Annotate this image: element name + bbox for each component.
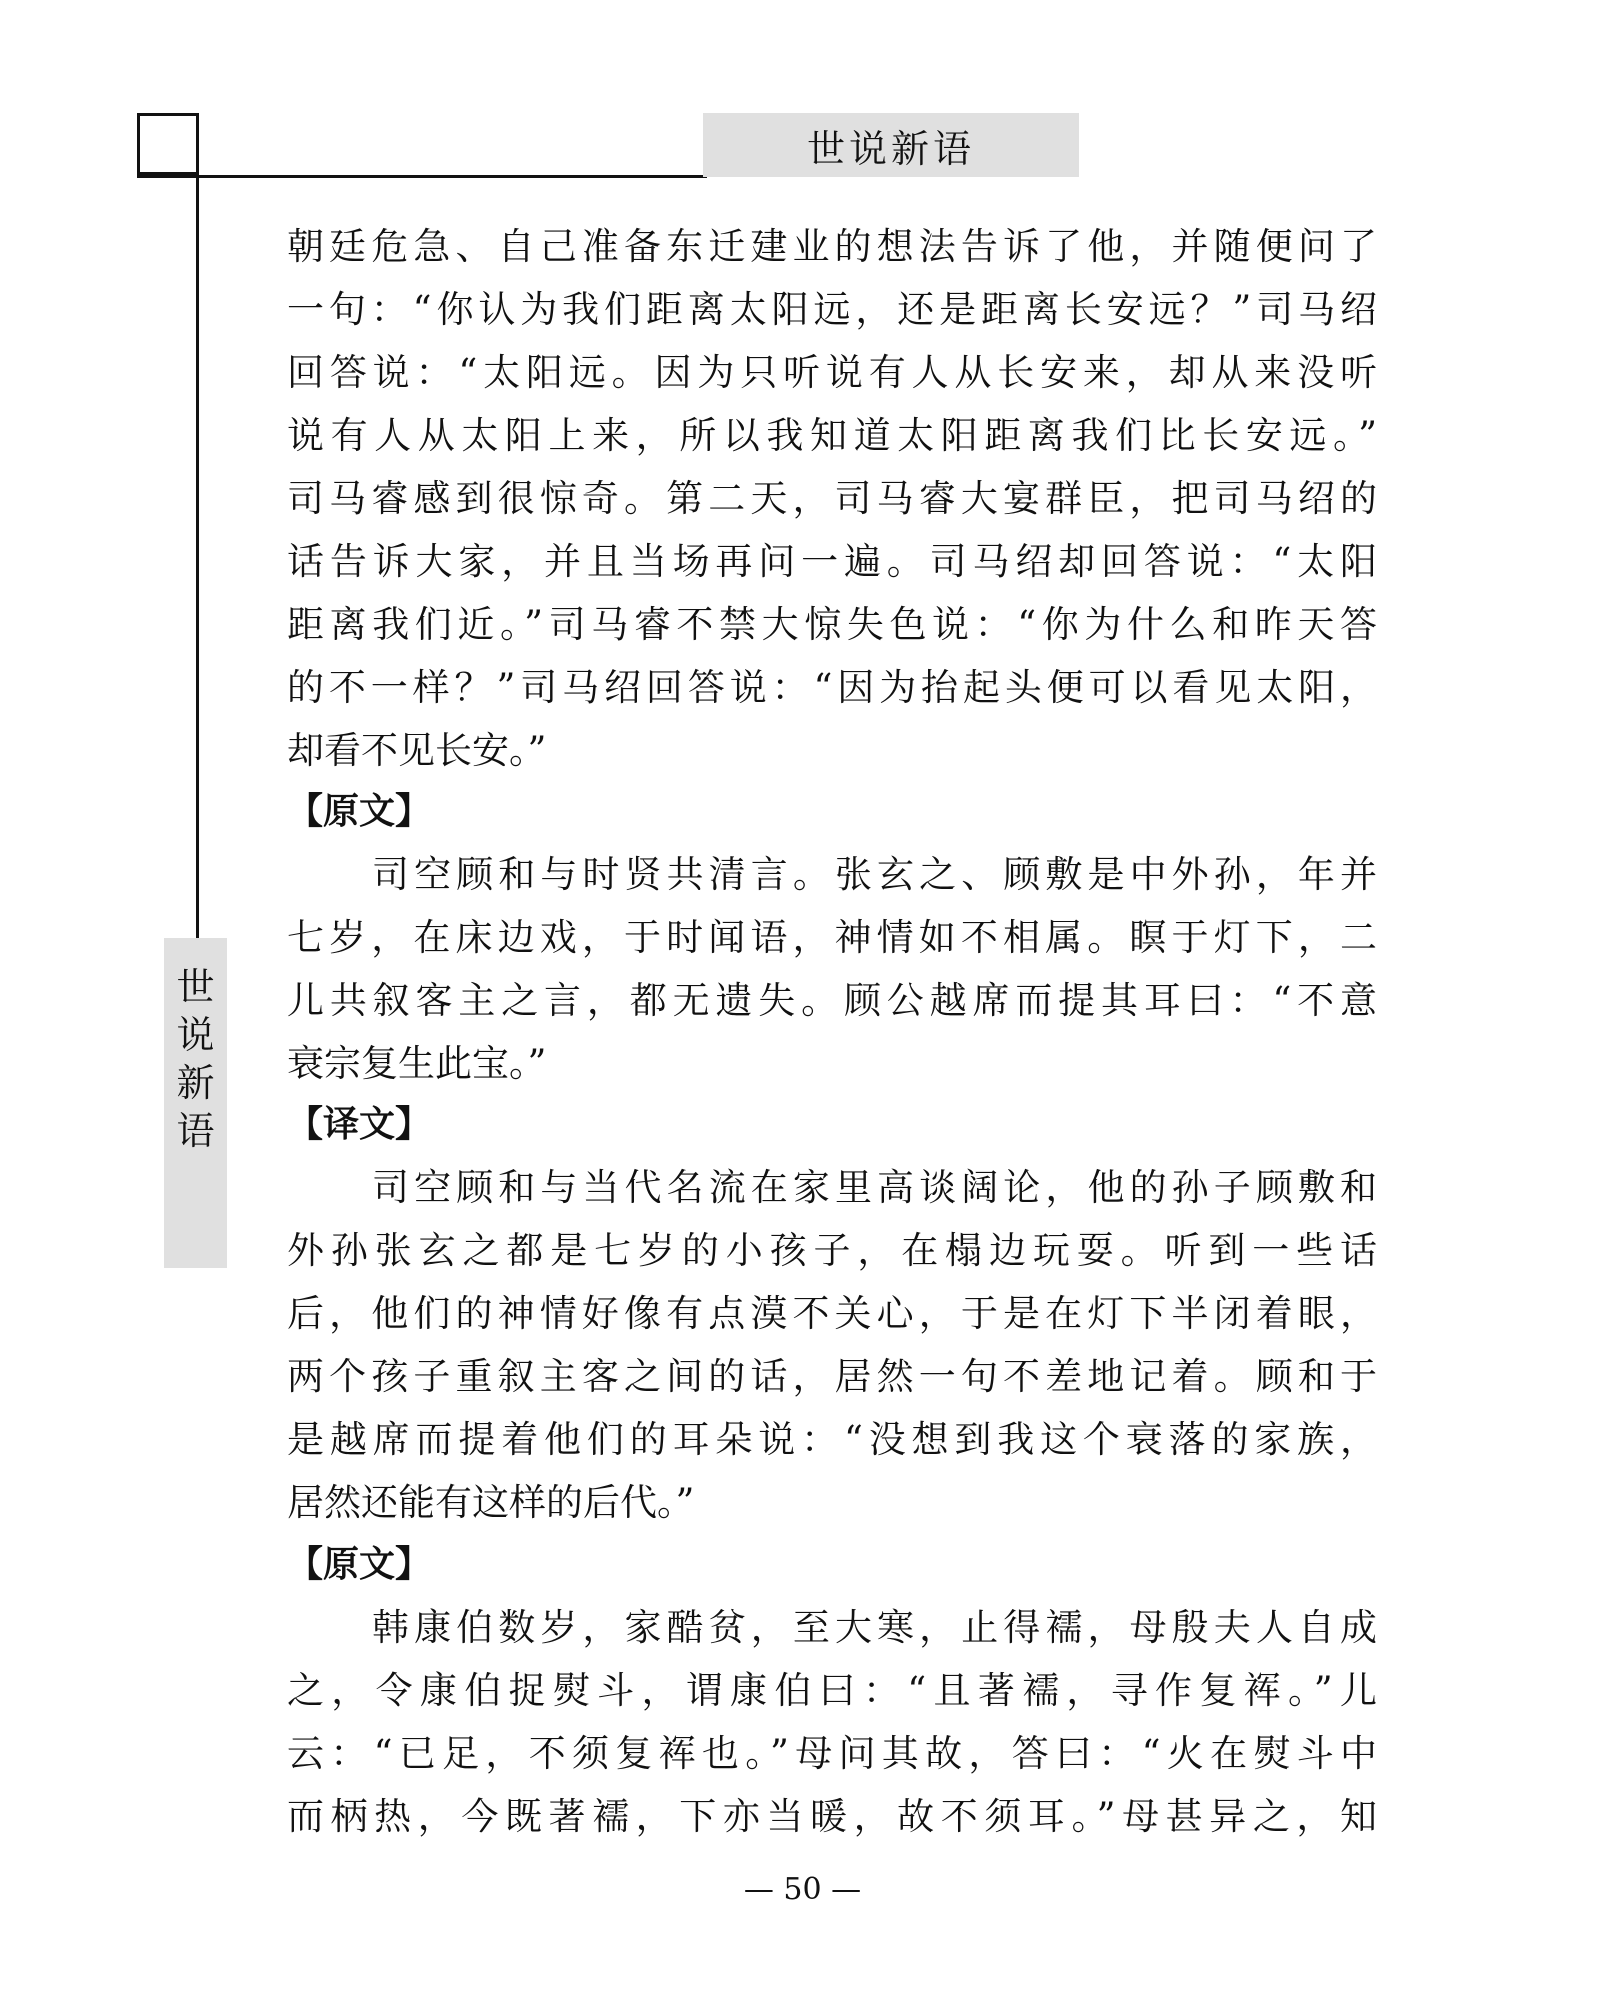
body-line: 话告诉大家，并且当场再问一遍。司马绍却回答说：“太阳 [287, 540, 1377, 583]
margin-rule [196, 113, 199, 938]
body-line: 居然还能有这样的后代。” [287, 1481, 695, 1524]
page-number: — 50 — [743, 1872, 862, 1907]
body-line: 两个孩子重叙主客之间的话，居然一句不差地记着。顾和于 [287, 1355, 1377, 1398]
side-tab-char: 新 [176, 1061, 215, 1105]
body-line: 朝廷危急、自己准备东迁建业的想法告诉了他，并随便问了 [287, 225, 1377, 268]
body-line: 一句：“你认为我们距离太阳远，还是距离长安远？”司马绍 [287, 288, 1377, 331]
body-line: 而柄热，今既著襦，下亦当暖，故不须耳。”母甚异之，知 [287, 1795, 1377, 1838]
body-line: 云：“已足，不须复裈也。”母问其故，答曰：“火在熨斗中 [287, 1732, 1377, 1775]
side-tab-char: 语 [176, 1109, 215, 1153]
side-tab-char: 说 [176, 1013, 215, 1057]
body-line: 之，令康伯捉熨斗，谓康伯曰：“且著襦，寻作复裈。”儿 [287, 1669, 1377, 1712]
body-line: 的不一样？”司马绍回答说：“因为抬起头便可以看见太阳， [287, 666, 1377, 709]
section-heading: 【原文】 [287, 1544, 432, 1585]
running-header-title: 世说新语 [806, 126, 975, 171]
body-line: 韩康伯数岁，家酷贫，至大寒，止得襦，母殷夫人自成 [372, 1606, 1377, 1649]
body-line: 司空顾和与当代名流在家里高谈阔论，他的孙子顾敷和 [372, 1166, 1377, 1209]
body-line: 是越席而提着他们的耳朵说：“没想到我这个衰落的家族， [287, 1418, 1377, 1461]
section-heading: 【译文】 [287, 1104, 432, 1145]
body-line: 衰宗复生此宝。” [287, 1042, 547, 1085]
body-line: 却看不见长安。” [287, 729, 547, 772]
header-frame-box [137, 113, 199, 175]
body-line: 距离我们近。”司马睿不禁大惊失色说：“你为什么和昨天答 [287, 603, 1377, 646]
body-line: 儿共叙客主之言，都无遗失。顾公越席而提其耳曰：“不意 [287, 979, 1377, 1022]
running-header [703, 113, 1079, 177]
side-tab-char: 世 [176, 965, 215, 1009]
body-line: 七岁，在床边戏，于时闻语，神情如不相属。瞑于灯下，二 [287, 916, 1377, 959]
header-rule [137, 175, 707, 178]
body-line: 回答说：“太阳远。因为只听说有人从长安来，却从来没听 [287, 351, 1377, 394]
body-line: 司空顾和与时贤共清言。张玄之、顾敷是中外孙，年并 [372, 853, 1377, 896]
body-line: 后，他们的神情好像有点漠不关心，于是在灯下半闭着眼， [287, 1292, 1377, 1335]
body-line: 外孙张玄之都是七岁的小孩子，在榻边玩耍。听到一些话 [287, 1229, 1377, 1272]
body-line: 说有人从太阳上来，所以我知道太阳距离我们比长安远。” [287, 414, 1377, 457]
section-heading: 【原文】 [287, 791, 432, 832]
side-tab [164, 938, 227, 1268]
body-line: 司马睿感到很惊奇。第二天，司马睿大宴群臣，把司马绍的 [287, 477, 1377, 520]
